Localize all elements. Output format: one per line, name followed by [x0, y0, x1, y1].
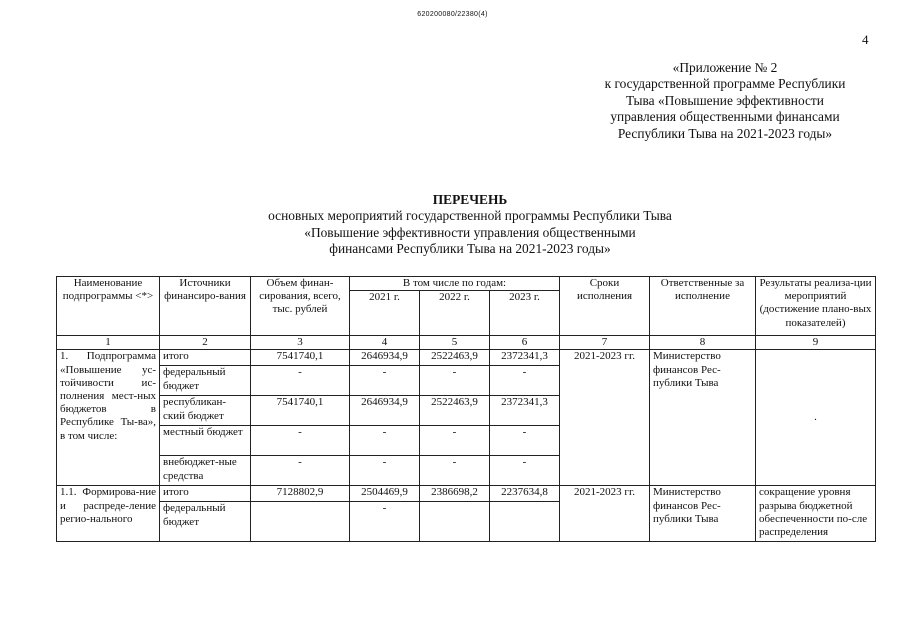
header-name: Наименование подпрограммы <*> [57, 277, 160, 336]
column-number: 7 [560, 336, 650, 350]
year-2021-cell: 2646934,9 [350, 396, 420, 426]
year-2021-cell: 2646934,9 [350, 350, 420, 366]
year-2023-cell: 2237634,8 [490, 486, 560, 502]
year-2023-cell [490, 502, 560, 542]
year-2022-cell [420, 502, 490, 542]
title-line: основных мероприятий государственной программы Республики Тыва [268, 208, 672, 224]
year-2023-cell: - [490, 456, 560, 486]
volume-cell: 7541740,1 [251, 396, 350, 426]
year-2022-cell: - [420, 366, 490, 396]
column-number: 6 [490, 336, 560, 350]
year-2023-cell: - [490, 426, 560, 456]
header-volume: Объем финан-сирования, всего, тыс. рублей [251, 277, 350, 336]
volume-cell: - [251, 456, 350, 486]
terms-cell: 2021-2023 гг. [560, 350, 650, 486]
column-number: 9 [756, 336, 876, 350]
appendix-line: к государственной программе Республики [604, 76, 846, 92]
title-line: финансами Республики Тыва на 2021-2023 годы» [329, 241, 611, 257]
title-main: ПЕРЕЧЕНЬ [432, 192, 508, 207]
column-number: 3 [251, 336, 350, 350]
volume-cell: - [251, 366, 350, 396]
subprogram-name: 1. Подпрограмма «Повышение ус-тойчивости ис-полнения мест-ных бюджетов в Республике Ты-ва», в том числе: [57, 350, 160, 486]
title-line: «Повышение эффективности управления общественными [304, 224, 636, 240]
year-2022-cell: 2522463,9 [420, 396, 490, 426]
header-results: Результаты реализа-ции мероприятий (достижение плано-вых показателей) [756, 277, 876, 336]
source-cell: местный бюджет [160, 426, 251, 456]
year-2023-cell: 2372341,3 [490, 350, 560, 366]
appendix-line: Республики Тыва на 2021-2023 годы» [617, 125, 833, 141]
year-2023-cell: - [490, 366, 560, 396]
document-id-stamp: 620200080/22380(4) [417, 11, 488, 18]
results-cell: сокращение уровня разрыва бюджетной обеспеченности по-сле распределения [756, 486, 876, 542]
header-by-years: В том числе по годам: [350, 277, 560, 291]
year-2021-cell: - [350, 456, 420, 486]
volume-cell: - [251, 426, 350, 456]
column-number: 2 [160, 336, 251, 350]
year-2021-cell: 2504469,9 [350, 486, 420, 502]
column-number: 4 [350, 336, 420, 350]
document-title [200, 192, 740, 258]
column-number: 1 [57, 336, 160, 350]
source-cell: федеральный бюджет [160, 366, 251, 396]
results-cell: . [756, 350, 876, 486]
appendix-line: «Приложение № 2 [672, 60, 778, 75]
source-cell: итого [160, 350, 251, 366]
table-row [57, 486, 876, 502]
year-2021-cell: - [350, 502, 420, 542]
year-2023-cell: 2372341,3 [490, 396, 560, 426]
source-cell: республикан-ский бюджет [160, 396, 251, 426]
appendix-line: Тыва «Повышение эффективности [626, 92, 824, 108]
responsible-cell: Министерство финансов Рес-публики Тыва [650, 486, 756, 542]
year-2022-cell: 2386698,2 [420, 486, 490, 502]
column-number: 5 [420, 336, 490, 350]
appendix-header [595, 60, 855, 142]
column-number: 8 [650, 336, 756, 350]
appendix-line: управления общественными финансами [610, 109, 840, 125]
header-year-2022: 2022 г. [420, 291, 490, 336]
activities-table [56, 276, 876, 542]
header-year-2021: 2021 г. [350, 291, 420, 336]
header-source: Источники финансиро-вания [160, 277, 251, 336]
source-cell: внебюджет-ные средства [160, 456, 251, 486]
header-year-2023: 2023 г. [490, 291, 560, 336]
activity-name: 1.1. Формирова-ние и распреде-ление регио-нального [57, 486, 160, 542]
volume-cell [251, 502, 350, 542]
year-2021-cell: - [350, 426, 420, 456]
year-2022-cell: - [420, 456, 490, 486]
year-2022-cell: - [420, 426, 490, 456]
year-2022-cell: 2522463,9 [420, 350, 490, 366]
volume-cell: 7128802,9 [251, 486, 350, 502]
header-responsible: Ответственные за исполнение [650, 277, 756, 336]
source-cell: итого [160, 486, 251, 502]
header-terms: Сроки исполнения [560, 277, 650, 336]
year-2021-cell: - [350, 366, 420, 396]
terms-cell: 2021-2023 гг. [560, 486, 650, 542]
responsible-cell: Министерство финансов Рес-публики Тыва [650, 350, 756, 486]
volume-cell: 7541740,1 [251, 350, 350, 366]
page-number: 4 [862, 32, 869, 47]
table-row [57, 350, 876, 366]
source-cell: федеральный бюджет [160, 502, 251, 542]
